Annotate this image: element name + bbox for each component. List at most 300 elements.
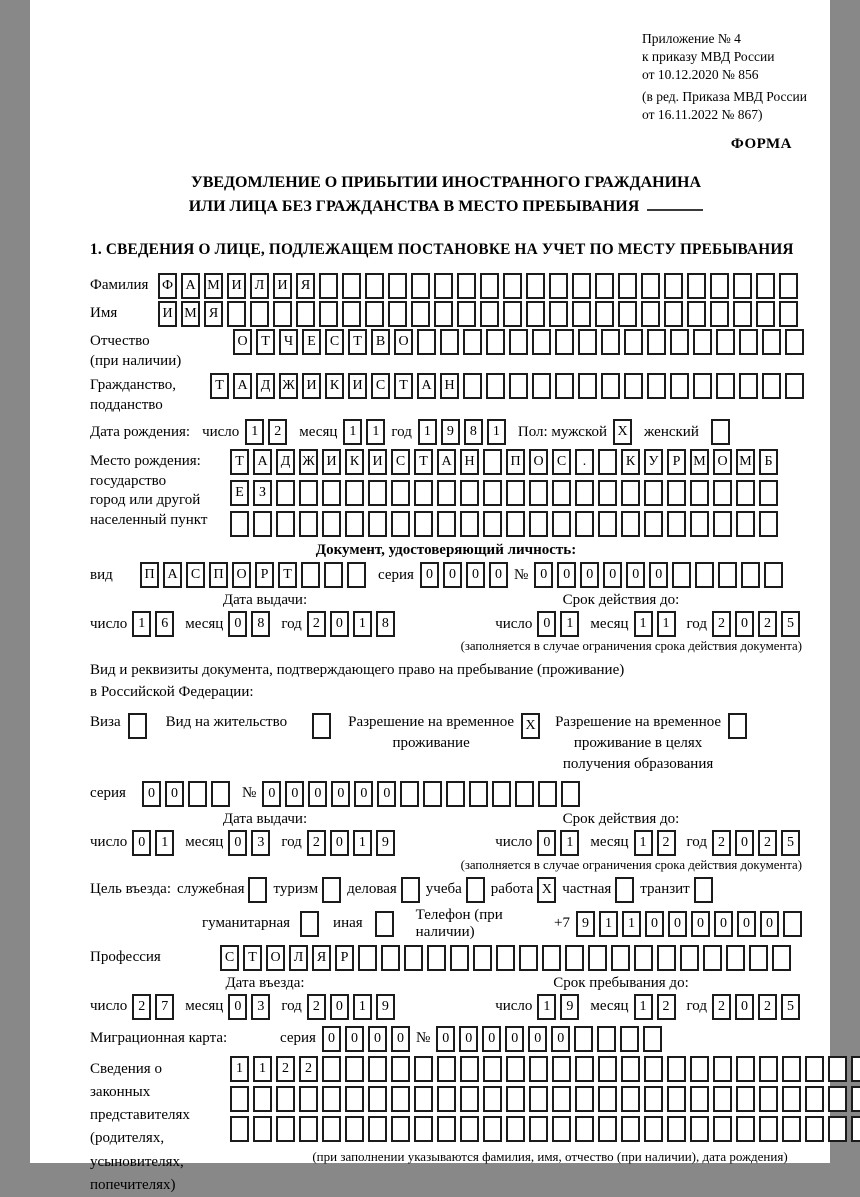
char-cell[interactable] xyxy=(703,945,722,971)
char-cell[interactable]: Т xyxy=(394,373,413,399)
char-cell[interactable] xyxy=(552,1056,571,1082)
char-cell[interactable]: Н xyxy=(460,449,479,475)
char-cell[interactable] xyxy=(273,301,292,327)
char-cell[interactable] xyxy=(506,1056,525,1082)
char-cell[interactable]: А xyxy=(233,373,252,399)
char-cell[interactable] xyxy=(695,562,714,588)
char-cell[interactable]: П xyxy=(209,562,228,588)
char-cell[interactable]: 0 xyxy=(735,994,754,1020)
char-cell[interactable] xyxy=(621,1116,640,1142)
char-cell[interactable] xyxy=(710,301,729,327)
char-cell[interactable]: Б xyxy=(759,449,778,475)
char-cell[interactable] xyxy=(647,329,666,355)
char-cell[interactable] xyxy=(446,781,465,807)
char-cell[interactable] xyxy=(437,1056,456,1082)
char-cell[interactable] xyxy=(680,945,699,971)
char-cell[interactable] xyxy=(227,301,246,327)
char-cell[interactable] xyxy=(782,1116,801,1142)
char-cell[interactable] xyxy=(611,945,630,971)
char-cell[interactable] xyxy=(345,480,364,506)
char-cell[interactable]: 0 xyxy=(330,830,349,856)
char-cell[interactable]: 1 xyxy=(230,1056,249,1082)
char-cell[interactable]: С xyxy=(391,449,410,475)
char-cell[interactable]: В xyxy=(371,329,390,355)
char-cell[interactable] xyxy=(253,1116,272,1142)
char-cell[interactable] xyxy=(483,480,502,506)
char-cell[interactable] xyxy=(716,329,735,355)
char-cell[interactable]: 0 xyxy=(649,562,668,588)
char-cell[interactable]: 0 xyxy=(132,830,151,856)
char-cell[interactable] xyxy=(690,480,709,506)
char-cell[interactable]: 2 xyxy=(758,830,777,856)
char-cell[interactable] xyxy=(506,511,525,537)
char-cell[interactable]: Е xyxy=(230,480,249,506)
char-cell[interactable] xyxy=(529,1116,548,1142)
char-cell[interactable] xyxy=(457,273,476,299)
char-cell[interactable] xyxy=(496,945,515,971)
char-cell[interactable] xyxy=(828,1116,847,1142)
char-cell[interactable]: 0 xyxy=(626,562,645,588)
char-cell[interactable] xyxy=(529,1086,548,1112)
char-cell[interactable] xyxy=(618,273,637,299)
char-cell[interactable]: 2 xyxy=(712,994,731,1020)
char-cell[interactable]: 0 xyxy=(331,781,350,807)
char-cell[interactable] xyxy=(575,511,594,537)
char-cell[interactable] xyxy=(515,781,534,807)
char-cell[interactable] xyxy=(437,1086,456,1112)
char-cell[interactable] xyxy=(620,1026,639,1052)
char-cell[interactable] xyxy=(647,373,666,399)
char-cell[interactable]: 1 xyxy=(132,611,151,637)
char-cell[interactable] xyxy=(598,480,617,506)
char-cell[interactable] xyxy=(347,562,366,588)
char-cell[interactable]: 0 xyxy=(443,562,462,588)
char-cell[interactable] xyxy=(486,373,505,399)
char-cell[interactable]: 5 xyxy=(781,994,800,1020)
char-cell[interactable]: 2 xyxy=(268,419,287,445)
char-cell[interactable]: А xyxy=(253,449,272,475)
char-cell[interactable] xyxy=(230,1086,249,1112)
char-cell[interactable] xyxy=(466,877,485,903)
char-cell[interactable] xyxy=(276,1116,295,1142)
char-cell[interactable]: 1 xyxy=(622,911,641,937)
char-cell[interactable]: 0 xyxy=(537,611,556,637)
char-cell[interactable] xyxy=(710,273,729,299)
char-cell[interactable]: Ф xyxy=(158,273,177,299)
char-cell[interactable] xyxy=(588,945,607,971)
char-cell[interactable]: 0 xyxy=(285,781,304,807)
char-cell[interactable] xyxy=(414,1086,433,1112)
char-cell[interactable]: П xyxy=(140,562,159,588)
char-cell[interactable] xyxy=(713,1056,732,1082)
char-cell[interactable] xyxy=(561,781,580,807)
char-cell[interactable] xyxy=(759,1086,778,1112)
char-cell[interactable]: Т xyxy=(210,373,229,399)
char-cell[interactable] xyxy=(595,273,614,299)
char-cell[interactable] xyxy=(785,373,804,399)
char-cell[interactable] xyxy=(552,1116,571,1142)
char-cell[interactable] xyxy=(345,1116,364,1142)
char-cell[interactable]: . xyxy=(575,449,594,475)
char-cell[interactable] xyxy=(601,329,620,355)
char-cell[interactable]: 0 xyxy=(228,611,247,637)
char-cell[interactable] xyxy=(621,511,640,537)
char-cell[interactable]: Т xyxy=(278,562,297,588)
char-cell[interactable] xyxy=(128,713,147,739)
char-cell[interactable] xyxy=(759,1056,778,1082)
char-cell[interactable] xyxy=(716,373,735,399)
char-cell[interactable]: М xyxy=(181,301,200,327)
char-cell[interactable]: 1 xyxy=(366,419,385,445)
char-cell[interactable] xyxy=(578,329,597,355)
char-cell[interactable]: Н xyxy=(440,373,459,399)
char-cell[interactable] xyxy=(434,301,453,327)
char-cell[interactable]: 1 xyxy=(657,611,676,637)
char-cell[interactable] xyxy=(634,945,653,971)
char-cell[interactable] xyxy=(391,511,410,537)
char-cell[interactable]: 0 xyxy=(557,562,576,588)
char-cell[interactable]: 0 xyxy=(308,781,327,807)
char-cell[interactable] xyxy=(805,1116,824,1142)
char-cell[interactable] xyxy=(718,562,737,588)
char-cell[interactable] xyxy=(601,373,620,399)
char-cell[interactable] xyxy=(532,329,551,355)
char-cell[interactable]: 9 xyxy=(376,994,395,1020)
char-cell[interactable]: Р xyxy=(255,562,274,588)
char-cell[interactable]: 0 xyxy=(459,1026,478,1052)
char-cell[interactable] xyxy=(672,562,691,588)
char-cell[interactable] xyxy=(670,373,689,399)
char-cell[interactable] xyxy=(552,511,571,537)
char-cell[interactable] xyxy=(828,1056,847,1082)
char-cell[interactable] xyxy=(211,781,230,807)
char-cell[interactable] xyxy=(542,945,561,971)
char-cell[interactable] xyxy=(574,1026,593,1052)
char-cell[interactable] xyxy=(621,1056,640,1082)
char-cell[interactable] xyxy=(437,511,456,537)
char-cell[interactable] xyxy=(575,1116,594,1142)
char-cell[interactable]: А xyxy=(417,373,436,399)
char-cell[interactable]: 0 xyxy=(528,1026,547,1052)
char-cell[interactable]: 8 xyxy=(376,611,395,637)
char-cell[interactable] xyxy=(690,1086,709,1112)
char-cell[interactable] xyxy=(506,1116,525,1142)
char-cell[interactable] xyxy=(621,480,640,506)
char-cell[interactable] xyxy=(322,1086,341,1112)
char-cell[interactable]: С xyxy=(325,329,344,355)
char-cell[interactable]: И xyxy=(348,373,367,399)
char-cell[interactable] xyxy=(572,301,591,327)
char-cell[interactable] xyxy=(713,1086,732,1112)
char-cell[interactable] xyxy=(598,1116,617,1142)
char-cell[interactable] xyxy=(460,480,479,506)
char-cell[interactable] xyxy=(578,373,597,399)
char-cell[interactable]: Я xyxy=(312,945,331,971)
char-cell[interactable] xyxy=(365,301,384,327)
char-cell[interactable]: 2 xyxy=(758,994,777,1020)
char-cell[interactable] xyxy=(250,301,269,327)
char-cell[interactable]: 0 xyxy=(714,911,733,937)
char-cell[interactable] xyxy=(805,1086,824,1112)
char-cell[interactable] xyxy=(667,480,686,506)
char-cell[interactable] xyxy=(555,329,574,355)
char-cell[interactable] xyxy=(733,273,752,299)
char-cell[interactable] xyxy=(575,480,594,506)
char-cell[interactable] xyxy=(552,480,571,506)
char-cell[interactable] xyxy=(572,273,591,299)
char-cell[interactable] xyxy=(526,301,545,327)
char-cell[interactable] xyxy=(437,1116,456,1142)
char-cell[interactable]: 0 xyxy=(668,911,687,937)
char-cell[interactable] xyxy=(414,1056,433,1082)
char-cell[interactable] xyxy=(644,511,663,537)
char-cell[interactable]: А xyxy=(163,562,182,588)
char-cell[interactable]: 9 xyxy=(376,830,395,856)
char-cell[interactable] xyxy=(342,301,361,327)
char-cell[interactable] xyxy=(670,329,689,355)
char-cell[interactable]: 0 xyxy=(330,994,349,1020)
char-cell[interactable]: 9 xyxy=(576,911,595,937)
char-cell[interactable]: 1 xyxy=(487,419,506,445)
char-cell[interactable] xyxy=(756,273,775,299)
char-cell[interactable]: О xyxy=(713,449,732,475)
char-cell[interactable]: 1 xyxy=(343,419,362,445)
char-cell[interactable]: 1 xyxy=(560,611,579,637)
char-cell[interactable]: Ж xyxy=(279,373,298,399)
char-cell[interactable] xyxy=(598,511,617,537)
char-cell[interactable] xyxy=(565,945,584,971)
char-cell[interactable] xyxy=(463,373,482,399)
char-cell[interactable]: 0 xyxy=(537,830,556,856)
char-cell[interactable] xyxy=(728,713,747,739)
char-cell[interactable]: 1 xyxy=(418,419,437,445)
char-cell[interactable] xyxy=(483,449,502,475)
char-cell[interactable] xyxy=(779,301,798,327)
char-cell[interactable]: А xyxy=(437,449,456,475)
char-cell[interactable]: 0 xyxy=(322,1026,341,1052)
char-cell[interactable] xyxy=(460,1056,479,1082)
char-cell[interactable]: 0 xyxy=(436,1026,455,1052)
char-cell[interactable] xyxy=(597,1026,616,1052)
char-cell[interactable] xyxy=(480,273,499,299)
char-cell[interactable] xyxy=(473,945,492,971)
char-cell[interactable]: 1 xyxy=(599,911,618,937)
char-cell[interactable]: С xyxy=(220,945,239,971)
char-cell[interactable]: 0 xyxy=(505,1026,524,1052)
char-cell[interactable]: Я xyxy=(296,273,315,299)
char-cell[interactable] xyxy=(711,419,730,445)
char-cell[interactable] xyxy=(368,480,387,506)
char-cell[interactable]: К xyxy=(345,449,364,475)
char-cell[interactable] xyxy=(713,511,732,537)
char-cell[interactable]: 2 xyxy=(307,830,326,856)
char-cell[interactable]: А xyxy=(181,273,200,299)
char-cell[interactable]: М xyxy=(690,449,709,475)
char-cell[interactable]: 0 xyxy=(368,1026,387,1052)
char-cell[interactable] xyxy=(851,1116,860,1142)
char-cell[interactable]: 9 xyxy=(560,994,579,1020)
char-cell[interactable]: 0 xyxy=(603,562,622,588)
char-cell[interactable]: 9 xyxy=(441,419,460,445)
char-cell[interactable]: 2 xyxy=(307,994,326,1020)
char-cell[interactable] xyxy=(358,945,377,971)
char-cell[interactable]: О xyxy=(233,329,252,355)
char-cell[interactable]: 0 xyxy=(377,781,396,807)
char-cell[interactable] xyxy=(779,273,798,299)
char-cell[interactable] xyxy=(503,301,522,327)
char-cell[interactable]: 0 xyxy=(420,562,439,588)
char-cell[interactable] xyxy=(300,911,319,937)
char-cell[interactable]: 0 xyxy=(228,830,247,856)
char-cell[interactable] xyxy=(388,301,407,327)
char-cell[interactable] xyxy=(644,480,663,506)
char-cell[interactable] xyxy=(345,1056,364,1082)
char-cell[interactable] xyxy=(598,1086,617,1112)
char-cell[interactable]: 2 xyxy=(712,611,731,637)
char-cell[interactable] xyxy=(644,1116,663,1142)
char-cell[interactable] xyxy=(230,511,249,537)
char-cell[interactable]: 2 xyxy=(657,830,676,856)
char-cell[interactable] xyxy=(437,480,456,506)
char-cell[interactable] xyxy=(726,945,745,971)
char-cell[interactable] xyxy=(667,1116,686,1142)
char-cell[interactable] xyxy=(299,511,318,537)
char-cell[interactable] xyxy=(785,329,804,355)
char-cell[interactable] xyxy=(555,373,574,399)
char-cell[interactable]: Т xyxy=(414,449,433,475)
char-cell[interactable] xyxy=(749,945,768,971)
char-cell[interactable] xyxy=(624,329,643,355)
char-cell[interactable] xyxy=(345,511,364,537)
char-cell[interactable] xyxy=(736,1086,755,1112)
char-cell[interactable] xyxy=(756,301,775,327)
char-cell[interactable]: Е xyxy=(302,329,321,355)
char-cell[interactable]: З xyxy=(253,480,272,506)
char-cell[interactable]: X xyxy=(521,713,540,739)
char-cell[interactable] xyxy=(529,480,548,506)
char-cell[interactable] xyxy=(480,301,499,327)
char-cell[interactable] xyxy=(575,1086,594,1112)
char-cell[interactable]: 0 xyxy=(391,1026,410,1052)
char-cell[interactable]: 0 xyxy=(482,1026,501,1052)
char-cell[interactable]: М xyxy=(204,273,223,299)
char-cell[interactable]: Л xyxy=(250,273,269,299)
char-cell[interactable] xyxy=(519,945,538,971)
char-cell[interactable] xyxy=(322,1056,341,1082)
char-cell[interactable] xyxy=(694,877,713,903)
char-cell[interactable] xyxy=(526,273,545,299)
char-cell[interactable]: С xyxy=(186,562,205,588)
char-cell[interactable] xyxy=(783,911,802,937)
char-cell[interactable]: О xyxy=(266,945,285,971)
char-cell[interactable] xyxy=(644,1086,663,1112)
char-cell[interactable] xyxy=(434,273,453,299)
char-cell[interactable]: 8 xyxy=(464,419,483,445)
char-cell[interactable] xyxy=(552,1086,571,1112)
char-cell[interactable] xyxy=(549,273,568,299)
char-cell[interactable] xyxy=(693,373,712,399)
char-cell[interactable]: У xyxy=(644,449,663,475)
char-cell[interactable] xyxy=(368,1086,387,1112)
char-cell[interactable] xyxy=(532,373,551,399)
char-cell[interactable]: 0 xyxy=(262,781,281,807)
char-cell[interactable] xyxy=(644,1056,663,1082)
char-cell[interactable]: 0 xyxy=(466,562,485,588)
char-cell[interactable] xyxy=(276,1086,295,1112)
char-cell[interactable]: 1 xyxy=(155,830,174,856)
char-cell[interactable] xyxy=(713,480,732,506)
char-cell[interactable] xyxy=(368,1116,387,1142)
char-cell[interactable]: 1 xyxy=(560,830,579,856)
char-cell[interactable]: 1 xyxy=(537,994,556,1020)
char-cell[interactable]: 0 xyxy=(735,611,754,637)
char-cell[interactable]: П xyxy=(506,449,525,475)
char-cell[interactable]: 0 xyxy=(534,562,553,588)
char-cell[interactable]: 7 xyxy=(155,994,174,1020)
char-cell[interactable] xyxy=(414,1116,433,1142)
char-cell[interactable] xyxy=(851,1056,860,1082)
char-cell[interactable]: Д xyxy=(256,373,275,399)
char-cell[interactable] xyxy=(772,945,791,971)
char-cell[interactable] xyxy=(365,273,384,299)
char-cell[interactable]: Т xyxy=(256,329,275,355)
char-cell[interactable] xyxy=(733,301,752,327)
char-cell[interactable] xyxy=(417,329,436,355)
char-cell[interactable] xyxy=(741,562,760,588)
char-cell[interactable] xyxy=(299,1116,318,1142)
char-cell[interactable] xyxy=(391,1116,410,1142)
char-cell[interactable]: И xyxy=(302,373,321,399)
char-cell[interactable] xyxy=(667,1086,686,1112)
char-cell[interactable] xyxy=(503,273,522,299)
char-cell[interactable] xyxy=(276,480,295,506)
char-cell[interactable]: С xyxy=(552,449,571,475)
char-cell[interactable] xyxy=(391,1056,410,1082)
char-cell[interactable]: К xyxy=(325,373,344,399)
char-cell[interactable]: 0 xyxy=(354,781,373,807)
char-cell[interactable] xyxy=(414,480,433,506)
char-cell[interactable] xyxy=(188,781,207,807)
char-cell[interactable] xyxy=(253,1086,272,1112)
char-cell[interactable]: X xyxy=(537,877,556,903)
char-cell[interactable]: 0 xyxy=(691,911,710,937)
char-cell[interactable] xyxy=(483,1086,502,1112)
char-cell[interactable] xyxy=(463,329,482,355)
char-cell[interactable]: 3 xyxy=(251,830,270,856)
char-cell[interactable] xyxy=(736,1056,755,1082)
char-cell[interactable]: 0 xyxy=(551,1026,570,1052)
char-cell[interactable] xyxy=(687,273,706,299)
char-cell[interactable] xyxy=(411,273,430,299)
char-cell[interactable]: Р xyxy=(667,449,686,475)
char-cell[interactable] xyxy=(538,781,557,807)
char-cell[interactable] xyxy=(322,1116,341,1142)
char-cell[interactable]: Т xyxy=(243,945,262,971)
char-cell[interactable] xyxy=(450,945,469,971)
char-cell[interactable]: 1 xyxy=(353,994,372,1020)
char-cell[interactable] xyxy=(299,480,318,506)
char-cell[interactable]: 0 xyxy=(330,611,349,637)
char-cell[interactable] xyxy=(782,1086,801,1112)
char-cell[interactable]: 0 xyxy=(489,562,508,588)
char-cell[interactable]: 1 xyxy=(353,611,372,637)
char-cell[interactable]: 8 xyxy=(251,611,270,637)
char-cell[interactable] xyxy=(506,1086,525,1112)
char-cell[interactable]: 3 xyxy=(251,994,270,1020)
char-cell[interactable] xyxy=(598,1056,617,1082)
char-cell[interactable] xyxy=(667,1056,686,1082)
char-cell[interactable]: 2 xyxy=(307,611,326,637)
